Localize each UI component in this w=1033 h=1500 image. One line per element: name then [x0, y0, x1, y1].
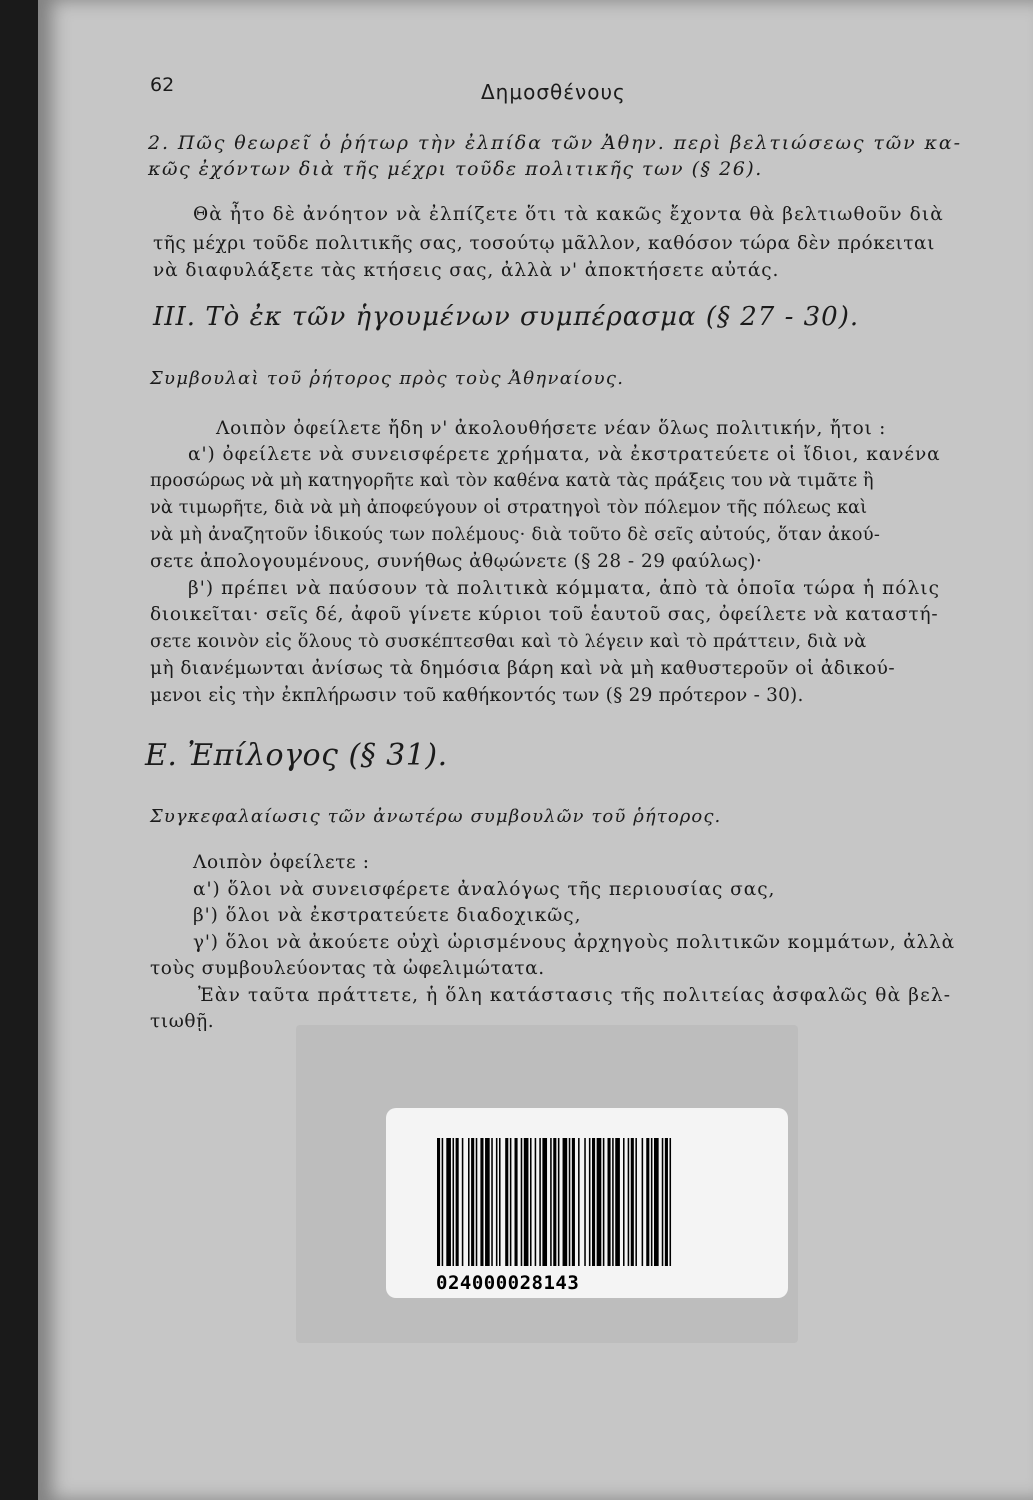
barcode-bar — [578, 1138, 580, 1266]
barcode-number: 024000028143 — [436, 1272, 580, 1294]
barcode-icon — [435, 1138, 745, 1268]
barcode-bar — [471, 1138, 474, 1266]
barcode-bar — [569, 1138, 571, 1266]
epilogue-heading: Ε. Ἐπίλογος (§ 31). — [145, 738, 448, 773]
paragraph-line: προσώρως νὰ μὴ κατηγορῆτε καὶ τὸν καθένα κατὰ τὰς πράξεις του νὰ τιμᾶτε ἢ — [150, 470, 874, 491]
barcode-bar — [635, 1138, 637, 1266]
paragraph-line: μὴ διανέμωνται ἀνίσως τὰ δημόσια βάρη καὶ νὰ μὴ καθυστεροῦν οἱ ἀδικού- — [150, 658, 896, 679]
barcode-bar — [462, 1138, 464, 1266]
barcode-bar — [631, 1138, 634, 1266]
section-2-heading-line-1: 2. Πῶς θεωρεῖ ὁ ῥήτωρ τὴν ἐλπίδα τῶν Ἀθην. περὶ βελτιώσεως τῶν κα- — [148, 132, 962, 154]
paragraph-line: Λοιπὸν ὀφείλετε : — [193, 852, 370, 873]
epilogue-subheading: Συγκεφαλαίωσις τῶν ἀνωτέρω συμβουλῶν τοῦ ῥήτορος. — [150, 806, 722, 827]
barcode-bar — [654, 1138, 659, 1266]
barcode-bar — [592, 1138, 595, 1266]
book-page — [38, 0, 1033, 1500]
running-head: Δημοσθένους — [481, 80, 626, 104]
barcode-bar — [558, 1138, 560, 1266]
barcode-bar — [437, 1138, 440, 1266]
barcode-bar — [670, 1138, 672, 1266]
barcode-bar — [521, 1138, 523, 1266]
barcode-bar — [456, 1138, 459, 1266]
barcode-bar — [665, 1138, 668, 1266]
paragraph-line: σετε κοινὸν εἰς ὅλους τὸ συσκέπτεσθαι καὶ τὸ λέγειν καὶ τὸ πράττειν, διὰ νὰ — [150, 631, 867, 652]
barcode-bar — [499, 1138, 501, 1266]
paragraph-line: Ἐὰν ταῦτα πράττετε, ἡ ὅλη κατάστασις τῆς πολιτείας ἀσφαλῶς θὰ βελ- — [198, 985, 952, 1006]
paragraph-line: νὰ τιμωρῆτε, διὰ νὰ μὴ ἀποφεύγουν οἱ στρατηγοὶ τὸν πόλεμον τῆς πόλεως καὶ — [150, 497, 868, 518]
barcode-bar — [608, 1138, 611, 1266]
paragraph-line: τιωθῇ. — [150, 1011, 215, 1032]
paragraph-line: β') πρέπει νὰ παύσουν τὰ πολιτικὰ κόμματα, ἀπὸ τὰ ὁποῖα τώρα ἡ πόλις — [188, 578, 940, 599]
section-2-heading-line-2: κῶς ἐχόντων διὰ τῆς μέχρι τοῦδε πολιτικῆς των (§ 26). — [148, 158, 763, 180]
paragraph-line: νὰ διαφυλάξετε τὰς κτήσεις σας, ἀλλὰ ν' ἀποκτήσετε αὐτάς. — [153, 260, 780, 281]
barcode-bar — [476, 1138, 478, 1266]
barcode-bar — [524, 1138, 529, 1266]
barcode-bar — [603, 1138, 605, 1266]
paragraph-line: τοὺς συμβουλεύοντας τὰ ὠφελιμώτατα. — [150, 958, 545, 979]
barcode-bar — [550, 1138, 552, 1266]
paragraph-line: γ') ὅλοι νὰ ἀκούετε οὐχὶ ὡρισμένους ἀρχηγοὺς πολιτικῶν κομμάτων, ἀλλὰ — [193, 932, 955, 953]
barcode-bar — [442, 1138, 444, 1266]
barcode-bar — [597, 1138, 602, 1266]
paragraph-line: β') ὅλοι νὰ ἐκστρατεύετε διαδοχικῶς, — [193, 905, 582, 926]
paragraph-line: σετε ἀπολογουμένους, συνήθως ἀθῳώνετε (§ 28 - 29 φαύλως)· — [150, 551, 763, 572]
barcode-bar — [615, 1138, 620, 1266]
paragraph-line: τῆς μέχρι τοῦδε πολιτικῆς σας, τοσούτῳ μᾶλλον, καθόσον τώρα δὲν πρόκειται — [153, 233, 935, 254]
barcode-bar — [651, 1138, 653, 1266]
paragraph-line: διοικεῖται· σεῖς δέ, ἀφοῦ γίνετε κύριοι τοῦ ἑαυτοῦ σας, ὀφείλετε νὰ καταστή- — [150, 604, 939, 625]
paragraph-line: α') ὀφείλετε νὰ συνεισφέρετε χρήματα, νὰ ἐκστρατεύετε οἱ ἴδιοι, κανένα — [188, 444, 941, 465]
barcode-bar — [553, 1138, 556, 1266]
barcode-bar — [468, 1138, 470, 1266]
page-number: 62 — [150, 74, 175, 96]
barcode-bar — [612, 1138, 614, 1266]
barcode-bar — [453, 1138, 455, 1266]
barcode-bar — [446, 1138, 451, 1266]
barcode-bar — [505, 1138, 508, 1266]
barcode-bar — [491, 1138, 493, 1266]
barcode-bar — [662, 1138, 664, 1266]
barcode-bar — [530, 1138, 532, 1266]
barcode-bar — [584, 1138, 586, 1266]
barcode-bar — [535, 1138, 537, 1266]
barcode-bar — [646, 1138, 649, 1266]
barcode-bar — [563, 1138, 568, 1266]
barcode-bar — [496, 1138, 498, 1266]
section-3-heading: III. Τὸ ἐκ τῶν ἡγουμένων συμπέρασμα (§ 27 - 30). — [153, 302, 860, 332]
barcode-bar — [623, 1138, 625, 1266]
barcode-bar — [539, 1138, 541, 1266]
barcode-bar — [510, 1138, 512, 1266]
barcode-bar — [572, 1138, 575, 1266]
section-3-subheading: Συμβουλαὶ τοῦ ῥήτορος πρὸς τοὺς Ἀθηναίους. — [150, 368, 625, 389]
barcode-bar — [480, 1138, 483, 1266]
paragraph-line: Λοιπὸν ὀφείλετε ἤδη ν' ἀκολουθήσετε νέαν ὅλως πολιτικήν, ἤτοι : — [216, 418, 887, 439]
barcode-bar — [642, 1138, 644, 1266]
paragraph-line: νὰ μὴ ἀναζητοῦν ἰδικούς των πολέμους· διὰ τοῦτο δὲ σεῖς αὐτούς, ὅταν ἀκού- — [150, 524, 881, 545]
barcode-bar — [542, 1138, 547, 1266]
barcode-bar — [628, 1138, 630, 1266]
barcode-bar — [515, 1138, 518, 1266]
barcode-bar — [485, 1138, 490, 1266]
barcode-bar — [589, 1138, 591, 1266]
paragraph-line: Θὰ ἦτο δὲ ἀνόητον νὰ ἐλπίζετε ὅτι τὰ κακῶς ἔχοντα θὰ βελτιωθοῦν διὰ — [193, 204, 944, 225]
paragraph-line: α') ὅλοι νὰ συνεισφέρετε ἀναλόγως τῆς περιουσίας σας, — [193, 879, 776, 900]
paragraph-line: μενοι εἰς τὴν ἐκπλήρωσιν τοῦ καθήκοντός των (§ 29 πρότερον - 30). — [150, 685, 804, 706]
